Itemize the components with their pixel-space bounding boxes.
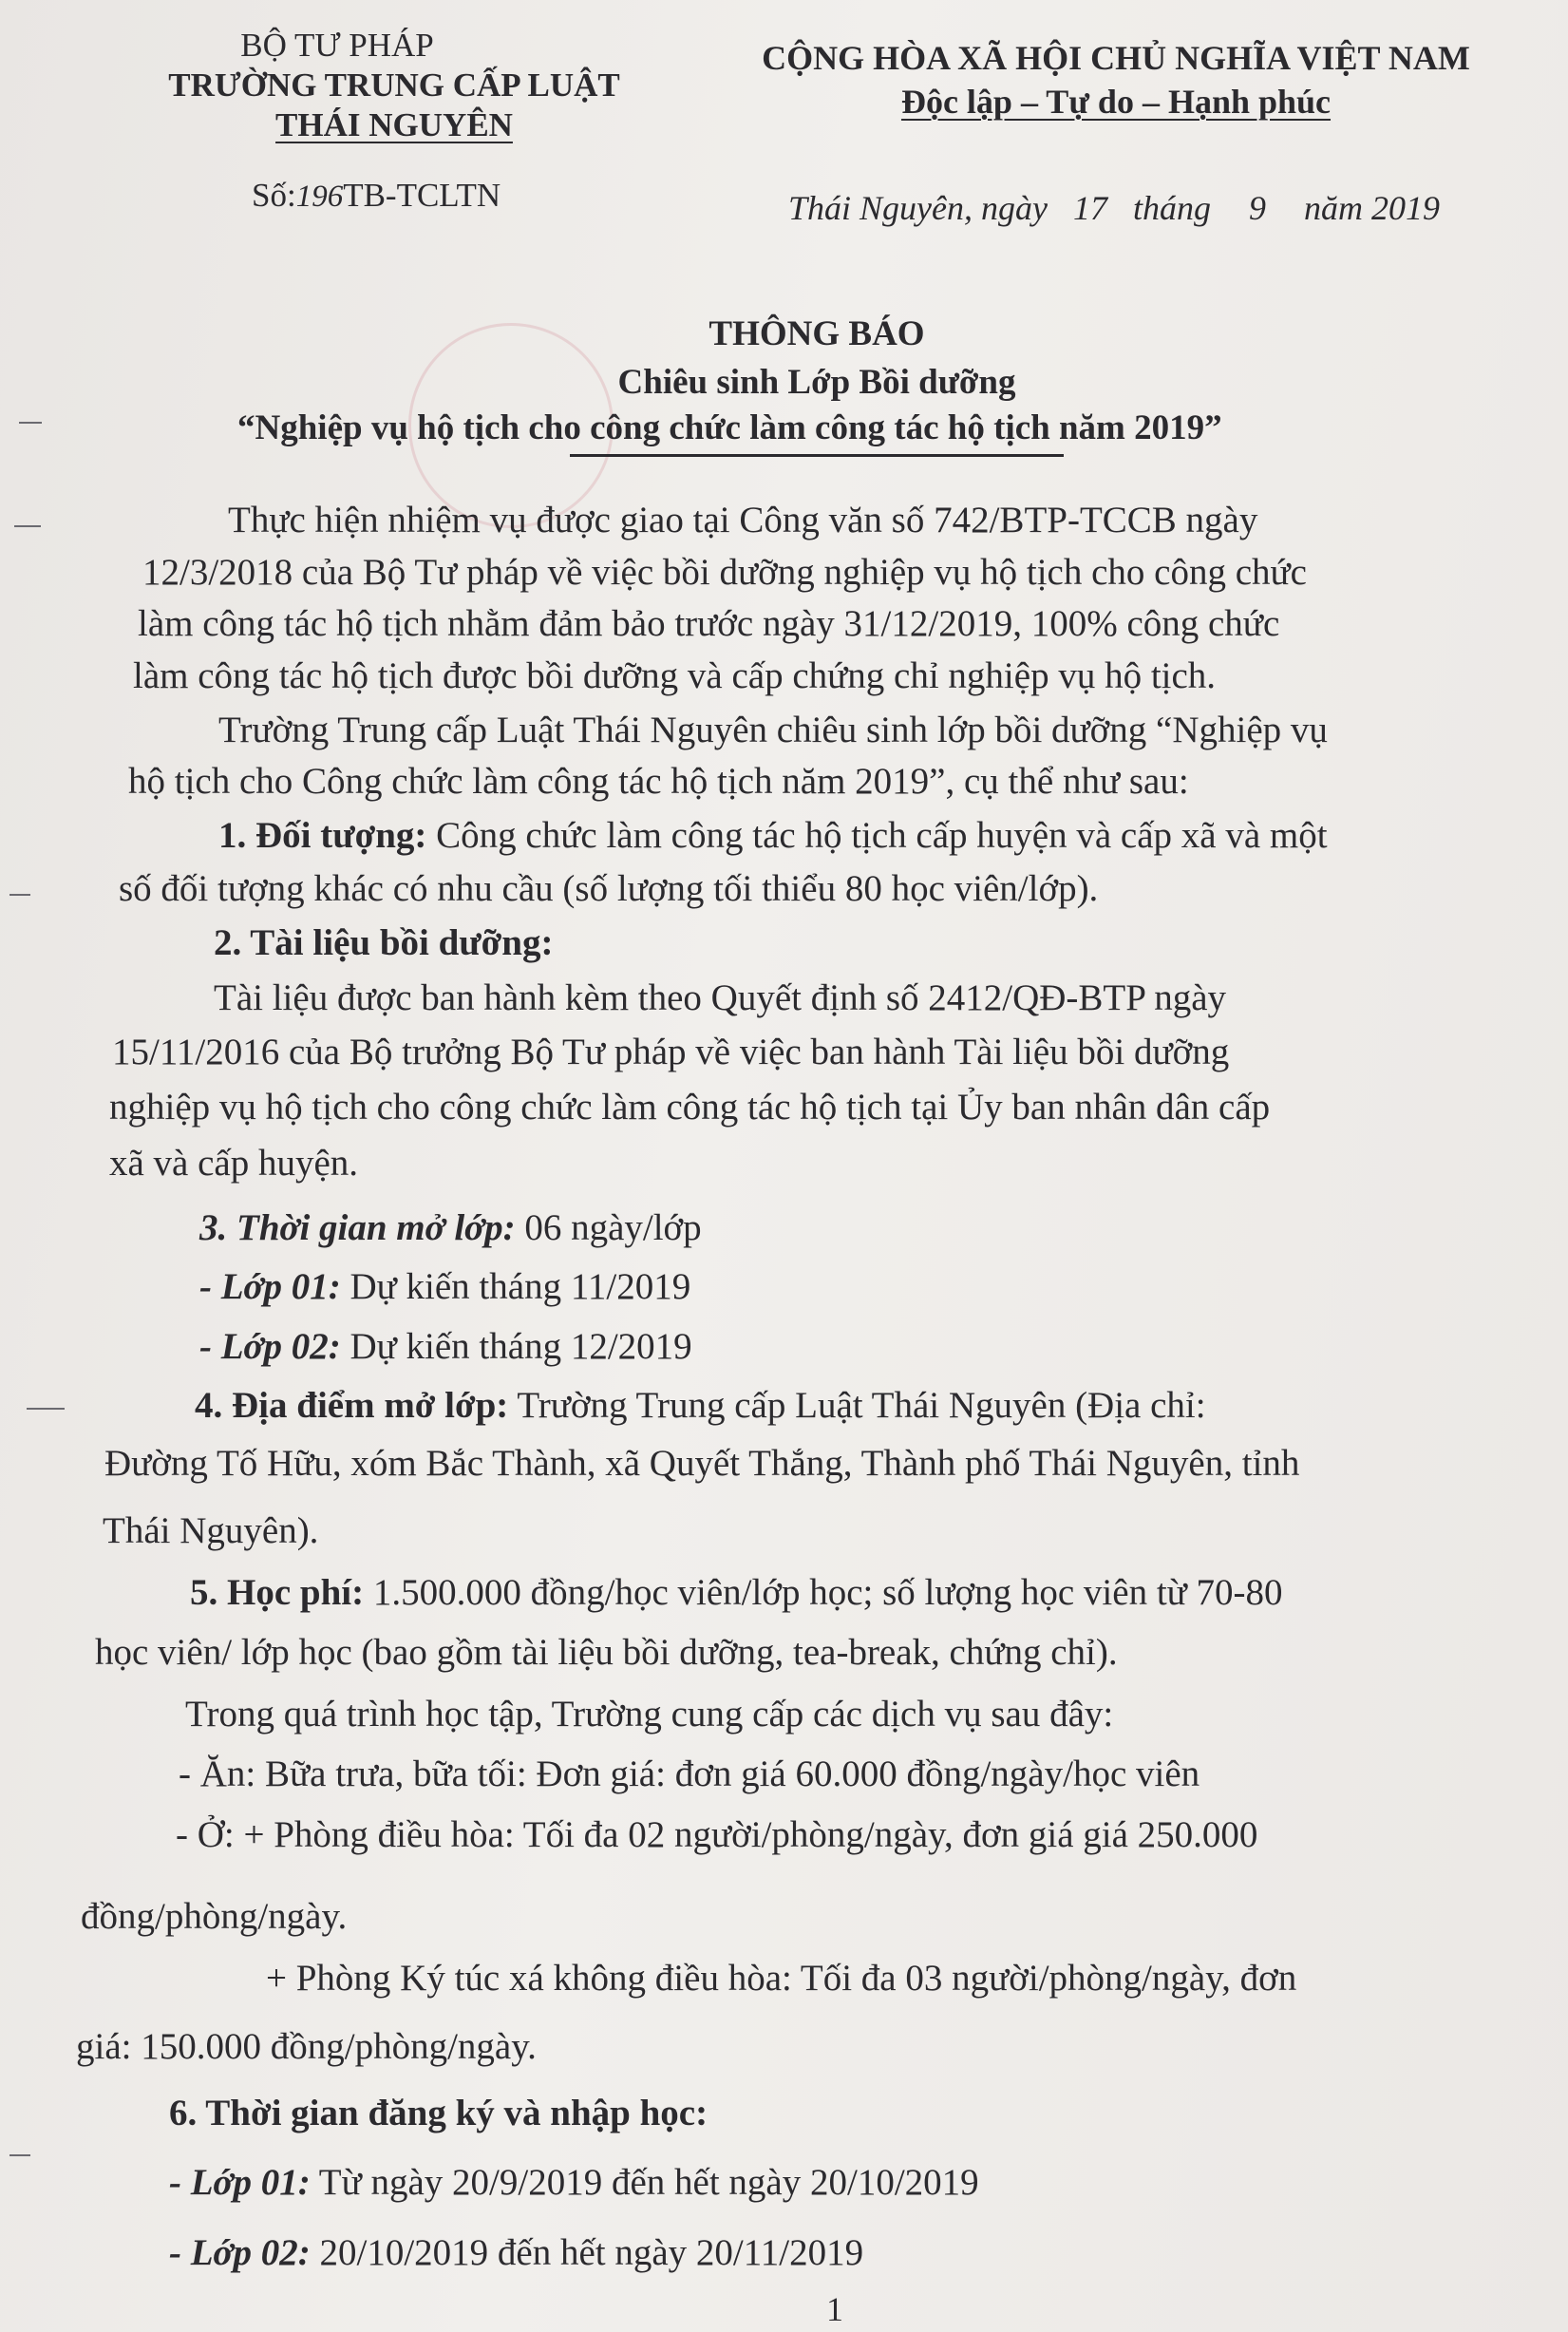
section-6-heading: 6. Thời gian đăng ký và nhập học: xyxy=(169,2093,708,2133)
intro-line-4: làm công tác hộ tịch được bồi dưỡng và cấp chứng chỉ nghiệp vụ hộ tịch. xyxy=(133,655,1217,696)
margin-mark xyxy=(9,2154,30,2156)
section-5-line-8: giá: 150.000 đồng/phòng/ngày. xyxy=(76,2026,537,2067)
enroll-line-2: hộ tịch cho Công chức làm công tác hộ tịch năm 2019”, cụ thể như sau: xyxy=(128,761,1189,802)
section-5-line-4: - Ăn: Bữa trưa, bữa tối: Đơn giá: đơn giá 60.000 đồng/ngày/học viên xyxy=(179,1754,1200,1794)
section-2-heading: 2. Tài liệu bồi dưỡng: xyxy=(214,922,554,963)
section-1: 1. Đối tượng: Công chức làm công tác hộ tịch cấp huyện và cấp xã và một xyxy=(218,815,1328,856)
section-2-line-3: nghiệp vụ hộ tịch cho công chức làm công tác hộ tịch tại Ủy ban nhân dân cấp xyxy=(109,1087,1271,1128)
section-5-line-5: - Ở: + Phòng điều hòa: Tối đa 02 người/phòng/ngày, đơn giá giá 250.000 xyxy=(176,1814,1258,1855)
section-1-line-2: số đối tượng khác có nhu cầu (số lượng tối thiểu 80 học viên/lớp). xyxy=(119,868,1099,909)
margin-mark xyxy=(19,422,42,424)
course-name: “Nghiệp vụ hộ tịch cho công chức làm công tác hộ tịch năm 2019” xyxy=(237,408,1222,447)
section-5-line-6: đồng/phòng/ngày. xyxy=(81,1896,348,1937)
section-5-line-2: học viên/ lớp học (bao gồm tài liệu bồi dưỡng, tea-break, chứng chỉ). xyxy=(95,1632,1118,1673)
title-underline xyxy=(570,454,1064,457)
section-6-class-2: - Lớp 02: 20/10/2019 đến hết ngày 20/11/2019 xyxy=(169,2232,864,2273)
school-name-line1: TRƯỜNG TRUNG CẤP LUẬT xyxy=(168,66,620,104)
section-4-line-2: Đường Tố Hữu, xóm Bắc Thành, xã Quyết Thắng, Thành phố Thái Nguyên, tỉnh xyxy=(104,1443,1300,1484)
page-number: 1 xyxy=(826,2290,843,2328)
handwritten-day: 17 xyxy=(1072,189,1107,227)
section-5: 5. Học phí: 1.500.000 đồng/học viên/lớp học; số lượng học viên từ 70-80 xyxy=(190,1572,1283,1613)
intro-line-2: 12/3/2018 của Bộ Tư pháp về việc bồi dưỡng nghiệp vụ hộ tịch cho công chức xyxy=(142,552,1307,593)
notice-subtitle: Chiêu sinh Lớp Bồi dưỡng xyxy=(617,363,1016,402)
school-name-line2: THÁI NGUYÊN xyxy=(275,106,513,143)
margin-mark xyxy=(9,894,30,896)
country-name: CỘNG HÒA XÃ HỘI CHỦ NGHĨA VIỆT NAM xyxy=(762,39,1470,77)
section-5-line-3: Trong quá trình học tập, Trường cung cấp các dịch vụ sau đây: xyxy=(185,1694,1114,1735)
section-4: 4. Địa điểm mở lớp: Trường Trung cấp Luật Thái Nguyên (Địa chỉ: xyxy=(195,1385,1206,1426)
margin-mark xyxy=(14,525,41,527)
margin-mark xyxy=(27,1408,65,1410)
national-motto: Độc lập – Tự do – Hạnh phúc xyxy=(900,83,1332,121)
section-3-class-2: - Lớp 02: Dự kiến tháng 12/2019 xyxy=(199,1326,692,1367)
date-place: Thái Nguyên, ngày 17 tháng 9 năm 2019 xyxy=(788,189,1440,227)
intro-line-1: Thực hiện nhiệm vụ được giao tại Công văn số 742/BTP-TCCB ngày xyxy=(228,500,1258,540)
section-3-class-1: - Lớp 01: Dự kiến tháng 11/2019 xyxy=(199,1266,691,1307)
section-3: 3. Thời gian mở lớp: 06 ngày/lớp xyxy=(199,1207,702,1248)
section-2-line-4: xã và cấp huyện. xyxy=(109,1143,359,1184)
section-2-line-1: Tài liệu được ban hành kèm theo Quyết định số 2412/QĐ-BTP ngày xyxy=(214,977,1227,1018)
section-2-line-2: 15/11/2016 của Bộ trưởng Bộ Tư pháp về việc ban hành Tài liệu bồi dưỡng xyxy=(112,1032,1230,1072)
enroll-line-1: Trường Trung cấp Luật Thái Nguyên chiêu sinh lớp bồi dưỡng “Nghiệp vụ xyxy=(218,710,1328,750)
intro-line-3: làm công tác hộ tịch nhằm đảm bảo trước ngày 31/12/2019, 100% công chức xyxy=(138,603,1280,644)
section-6-class-1: - Lớp 01: Từ ngày 20/9/2019 đến hết ngày 20/10/2019 xyxy=(169,2162,979,2203)
section-4-line-3: Thái Nguyên). xyxy=(103,1510,319,1551)
document-number: Số:196TB-TCLTN xyxy=(252,177,501,214)
section-5-line-7: + Phòng Ký túc xá không điều hòa: Tối đa 03 người/phòng/ngày, đơn xyxy=(266,1958,1297,1999)
notice-title: THÔNG BÁO xyxy=(708,314,925,353)
handwritten-number: 196 xyxy=(295,180,344,214)
handwritten-month: 9 xyxy=(1249,189,1266,227)
ministry-name: BỘ TƯ PHÁP xyxy=(240,27,434,64)
